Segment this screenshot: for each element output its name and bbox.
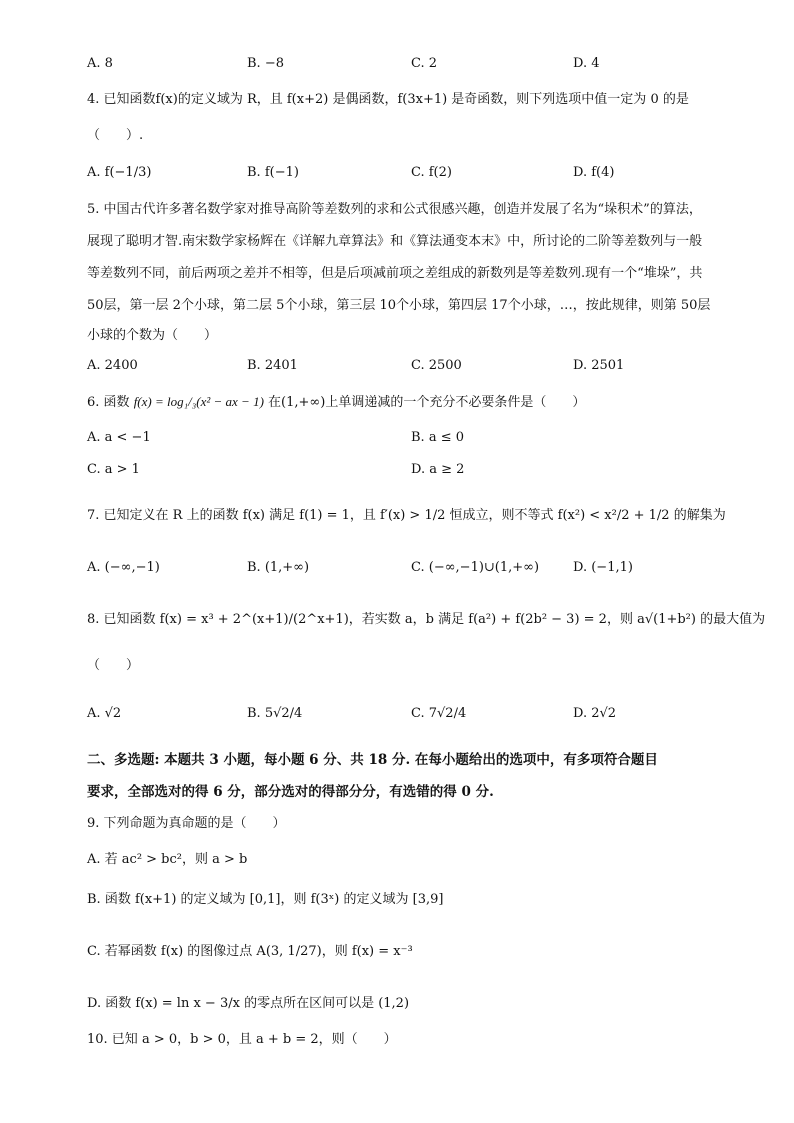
q9-option-d: D. 函数 f(x) = ln x − 3/x 的零点所在区间可以是 (1,2) [87, 996, 410, 1011]
q8-option-c: C. 7√2/4 [411, 706, 467, 721]
q7-option-a: A. (−∞,−1) [87, 560, 160, 575]
q8-stem-cont: （ ） [87, 658, 140, 673]
q7-option-c: C. (−∞,−1)∪(1,+∞) [411, 560, 540, 575]
q5-options [87, 356, 727, 376]
q6-option-b: B. a ≤ 0 [411, 430, 464, 445]
q3-option-a: A. 8 [87, 56, 113, 71]
q6-suffix: 在(1,+∞)上单调递减的一个充分不必要条件是（ ） [268, 395, 586, 410]
q8-option-d: D. 2√2 [573, 706, 617, 721]
q6-prefix: 6. 函数 [87, 395, 130, 410]
q4-option-b: B. f(−1) [247, 165, 299, 180]
q6-stem [87, 392, 585, 413]
q8-options [87, 704, 727, 724]
q5-line-2: 展现了聪明才智.南宋数学家杨辉在《详解九章算法》和《算法通变本末》中，所讨论的二阶等差数列与一般 [87, 234, 703, 249]
q5-option-b: B. 2401 [247, 358, 298, 373]
q8-stem: 8. 已知函数 f(x) = x³ + 2^(x+1)/(2^x+1)，若实数 a，b 满足 f(a²) + f(2b² − 3) = 2，则 a√(1+b²) 的最大值为 [87, 612, 766, 627]
q3-option-c: C. 2 [411, 56, 438, 71]
q5-option-c: C. 2500 [411, 358, 462, 373]
q9-option-a: A. 若 ac² > bc²，则 a > b [87, 852, 248, 867]
q4-stem-cont: （ ）. [87, 128, 144, 143]
q10-stem: 10. 已知 a > 0，b > 0，且 a + b = 2，则（ ） [87, 1032, 397, 1047]
q5-line-1: 5. 中国古代许多著名数学家对推导高阶等差数列的求和公式很感兴趣，创造并发展了名为“垛积术”的算法， [87, 202, 702, 217]
q6-formula: f(x) = log₁/₃(x² − ax − 1) [133, 394, 264, 409]
q7-option-b: B. (1,+∞) [247, 560, 310, 575]
q4-options [87, 163, 727, 183]
q7-options [87, 558, 727, 578]
q3-options [87, 54, 727, 74]
q9-option-b: B. 函数 f(x+1) 的定义域为 [0,1]，则 f(3ˣ) 的定义域为 [3,9] [87, 892, 444, 907]
q5-line-5: 小球的个数为（ ） [87, 328, 218, 343]
q6-options-row-2 [87, 460, 727, 480]
q4-option-c: C. f(2) [411, 165, 452, 180]
q7-stem: 7. 已知定义在 R 上的函数 f(x) 满足 f(1) = 1，且 f′(x) > 1/2 恒成立，则不等式 f(x²) < x²/2 + 1/2 的解集为 [87, 508, 726, 523]
q3-option-b: B. −8 [247, 56, 284, 71]
section2-heading-line-1: 二、多选题: 本题共 3 小题，每小题 6 分、共 18 分. 在每小题给出的选项中，有多项符合题目 [87, 752, 658, 768]
q8-option-b: B. 5√2/4 [247, 706, 303, 721]
q5-line-4: 50层，第一层 2个小球，第二层 5个小球，第三层 10个小球，第四层 17个小球，…，按此规律，则第 50层 [87, 298, 711, 313]
q7-option-d: D. (−1,1) [573, 560, 633, 575]
q6-options-row-1 [87, 428, 727, 448]
q6-option-c: C. a > 1 [87, 462, 140, 477]
q3-option-d: D. 4 [573, 56, 600, 71]
q4-option-d: D. f(4) [573, 165, 615, 180]
q5-option-d: D. 2501 [573, 358, 625, 373]
section2-heading-line-2: 要求，全部选对的得 6 分，部分选对的得部分分，有选错的得 0 分. [87, 784, 494, 800]
q5-option-a: A. 2400 [87, 358, 138, 373]
q5-line-3: 等差数列不同，前后两项之差并不相等，但是后项减前项之差组成的新数列是等差数列.现有一个“堆垛”，共 [87, 266, 703, 281]
q9-stem: 9. 下列命题为真命题的是（ ） [87, 816, 286, 831]
q4-option-a: A. f(−1/3) [87, 165, 152, 180]
q6-option-a: A. a < −1 [87, 430, 151, 445]
q8-option-a: A. √2 [87, 706, 122, 721]
q6-option-d: D. a ≥ 2 [411, 462, 465, 477]
q9-option-c: C. 若幂函数 f(x) 的图像过点 A(3, 1/27)，则 f(x) = x⁻³ [87, 944, 413, 959]
q4-stem: 4. 已知函数f(x)的定义域为 R，且 f(x+2) 是偶函数，f(3x+1) 是奇函数，则下列选项中值一定为 0 的是 [87, 92, 689, 107]
